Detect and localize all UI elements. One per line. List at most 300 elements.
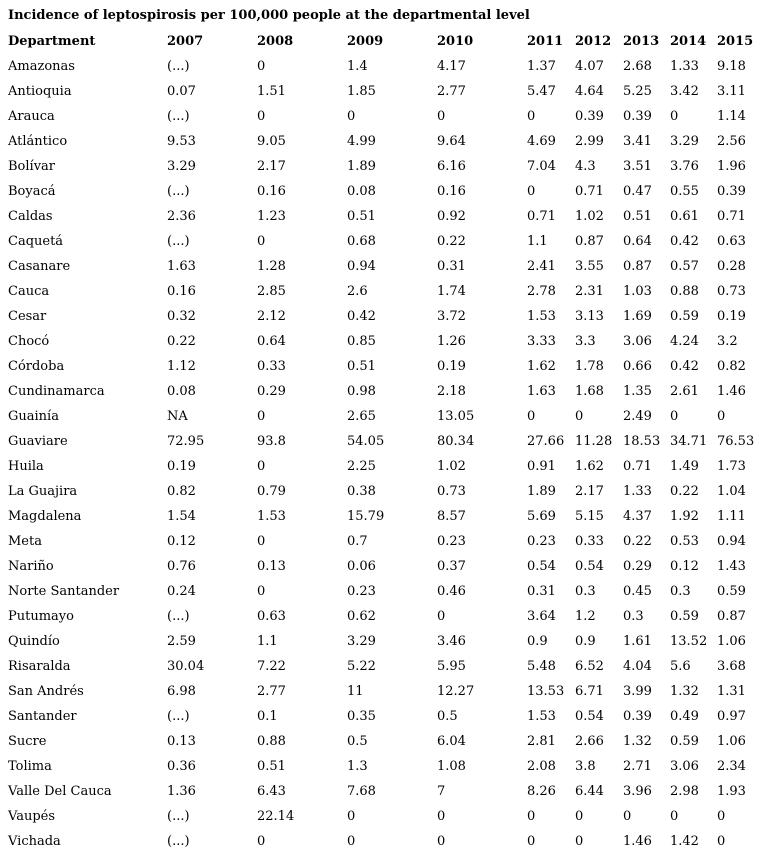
incidence-value-cell: 0.23 — [527, 534, 556, 549]
table-row — [0, 579, 767, 604]
incidence-value-cell: 2.66 — [575, 734, 604, 749]
incidence-value-cell: 0.42 — [670, 234, 699, 249]
incidence-value-cell: 0.51 — [257, 759, 286, 774]
incidence-value-cell: 5.25 — [623, 84, 652, 99]
incidence-value-cell: 4.69 — [527, 134, 556, 149]
table-row — [0, 229, 767, 254]
header-row — [0, 29, 767, 54]
incidence-value-cell: 1.33 — [670, 59, 699, 74]
incidence-value-cell: 0 — [257, 234, 266, 249]
incidence-value-cell: 9.64 — [437, 134, 466, 149]
table-row — [0, 829, 767, 854]
incidence-value-cell: 2.18 — [437, 384, 466, 399]
incidence-value-cell: 2.36 — [167, 209, 196, 224]
incidence-value-cell: 3.33 — [527, 334, 556, 349]
table-row — [0, 779, 767, 804]
incidence-value-cell: 0.36 — [167, 759, 196, 774]
incidence-value-cell: 0.1 — [257, 709, 278, 724]
table-row — [0, 104, 767, 129]
table-row — [0, 679, 767, 704]
table-row — [0, 604, 767, 629]
incidence-value-cell: 76.53 — [717, 434, 755, 449]
incidence-value-cell: 3.29 — [670, 134, 699, 149]
column-header-year: 2015 — [717, 34, 754, 49]
incidence-value-cell: 0 — [717, 834, 726, 849]
department-cell: Bolívar — [8, 159, 56, 174]
incidence-value-cell: 0.23 — [347, 584, 376, 599]
incidence-value-cell: 1.08 — [437, 759, 466, 774]
incidence-value-cell: 3.8 — [575, 759, 596, 774]
incidence-value-cell: 0.38 — [347, 484, 376, 499]
incidence-value-cell: 3.06 — [623, 334, 652, 349]
incidence-value-cell: 0.53 — [670, 534, 699, 549]
incidence-value-cell: 0.82 — [167, 484, 196, 499]
incidence-value-cell: 0 — [717, 809, 726, 824]
incidence-value-cell: 0 — [257, 409, 266, 424]
incidence-value-cell: 1.92 — [670, 509, 699, 524]
incidence-value-cell: 4.3 — [575, 159, 596, 174]
incidence-value-cell: 2.31 — [575, 284, 604, 299]
table-row — [0, 529, 767, 554]
incidence-value-cell: 0 — [670, 809, 679, 824]
incidence-value-cell: 1.23 — [257, 209, 286, 224]
incidence-value-cell: 5.48 — [527, 659, 556, 674]
incidence-value-cell: 0.08 — [167, 384, 196, 399]
department-cell: San Andrés — [8, 684, 84, 699]
table-row — [0, 354, 767, 379]
incidence-value-cell: 3.46 — [437, 634, 466, 649]
incidence-value-cell: 6.44 — [575, 784, 604, 799]
incidence-value-cell: 0 — [670, 109, 679, 124]
incidence-value-cell: 0.71 — [717, 209, 746, 224]
incidence-value-cell: 0 — [527, 834, 536, 849]
incidence-value-cell: 0.54 — [575, 709, 604, 724]
incidence-value-cell: 0.73 — [437, 484, 466, 499]
department-cell: Antioquia — [8, 84, 72, 99]
table-row — [0, 179, 767, 204]
department-cell: Valle Del Cauca — [8, 784, 112, 799]
incidence-value-cell: 0.06 — [347, 559, 376, 574]
incidence-value-cell: 1.32 — [623, 734, 652, 749]
incidence-value-cell: 1.69 — [623, 309, 652, 324]
incidence-value-cell: 1.53 — [527, 709, 556, 724]
incidence-value-cell: 13.52 — [670, 634, 708, 649]
incidence-value-cell: 1.62 — [575, 459, 604, 474]
incidence-value-cell: 0.59 — [670, 309, 699, 324]
table-row — [0, 704, 767, 729]
incidence-value-cell: 3.41 — [623, 134, 652, 149]
department-cell: Cundinamarca — [8, 384, 105, 399]
incidence-value-cell: 0.39 — [623, 709, 652, 724]
incidence-value-cell: 0.71 — [527, 209, 556, 224]
incidence-value-cell: 1.12 — [167, 359, 196, 374]
incidence-value-cell: 72.95 — [167, 434, 205, 449]
incidence-value-cell: 0.87 — [575, 234, 604, 249]
incidence-value-cell: 0.54 — [527, 559, 556, 574]
incidence-value-cell: 0.39 — [717, 184, 746, 199]
incidence-value-cell: 0.85 — [347, 334, 376, 349]
incidence-value-cell: 7.22 — [257, 659, 286, 674]
incidence-value-cell: 0 — [257, 59, 266, 74]
column-header-year: 2011 — [527, 34, 564, 49]
incidence-value-cell: 0.22 — [437, 234, 466, 249]
incidence-value-cell: 1.37 — [527, 59, 556, 74]
incidence-value-cell: 0.79 — [257, 484, 286, 499]
incidence-value-cell: 4.24 — [670, 334, 699, 349]
incidence-value-cell: 0 — [575, 409, 584, 424]
incidence-value-cell: 0.08 — [347, 184, 376, 199]
table-row — [0, 254, 767, 279]
incidence-value-cell: 4.64 — [575, 84, 604, 99]
department-cell: Risaralda — [8, 659, 71, 674]
incidence-value-cell: 0.59 — [670, 609, 699, 624]
incidence-value-cell: 0.13 — [257, 559, 286, 574]
department-cell: Quindío — [8, 634, 60, 649]
incidence-value-cell: 0.31 — [527, 584, 556, 599]
incidence-value-cell: 0.3 — [575, 584, 596, 599]
incidence-value-cell: 1.85 — [347, 84, 376, 99]
table-row — [0, 129, 767, 154]
incidence-value-cell: 3.99 — [623, 684, 652, 699]
incidence-value-cell: 1.89 — [347, 159, 376, 174]
incidence-value-cell: 13.53 — [527, 684, 565, 699]
incidence-value-cell: 6.52 — [575, 659, 604, 674]
department-cell: Santander — [8, 709, 77, 724]
incidence-value-cell: 0.88 — [257, 734, 286, 749]
incidence-value-cell: 0.37 — [437, 559, 466, 574]
incidence-value-cell: 0.07 — [167, 84, 196, 99]
incidence-value-cell: 0.19 — [717, 309, 746, 324]
incidence-value-cell: 0.94 — [717, 534, 746, 549]
column-header-year: 2014 — [670, 34, 707, 49]
table-row — [0, 729, 767, 754]
incidence-value-cell: 8.57 — [437, 509, 466, 524]
incidence-value-cell: 0.64 — [623, 234, 652, 249]
incidence-value-cell: 0.16 — [167, 284, 196, 299]
incidence-value-cell: 1.63 — [527, 384, 556, 399]
incidence-value-cell: NA — [167, 409, 188, 424]
incidence-value-cell: 0.9 — [575, 634, 596, 649]
incidence-value-cell: 5.22 — [347, 659, 376, 674]
incidence-value-cell: 0.5 — [347, 734, 368, 749]
incidence-value-cell: 0 — [347, 834, 356, 849]
incidence-value-cell: 0 — [347, 809, 356, 824]
incidence-value-cell: 0.88 — [670, 284, 699, 299]
incidence-value-cell: 1.02 — [437, 459, 466, 474]
incidence-value-cell: 0.71 — [623, 459, 652, 474]
incidence-value-cell: 0.39 — [623, 109, 652, 124]
incidence-value-cell: 6.98 — [167, 684, 196, 699]
incidence-value-cell: 6.71 — [575, 684, 604, 699]
incidence-value-cell: 0.16 — [257, 184, 286, 199]
incidence-value-cell: 0.3 — [670, 584, 691, 599]
incidence-value-cell: 4.17 — [437, 59, 466, 74]
incidence-value-cell: 0.47 — [623, 184, 652, 199]
incidence-value-cell: 0.49 — [670, 709, 699, 724]
column-header-year: 2012 — [575, 34, 612, 49]
column-header-year: 2010 — [437, 34, 474, 49]
incidence-value-cell: 0.51 — [623, 209, 652, 224]
incidence-value-cell: 3.13 — [575, 309, 604, 324]
incidence-value-cell: 80.34 — [437, 434, 475, 449]
incidence-value-cell: 0.7 — [347, 534, 368, 549]
column-header-year: 2009 — [347, 34, 384, 49]
incidence-value-cell: 2.99 — [575, 134, 604, 149]
incidence-value-cell: 0.31 — [437, 259, 466, 274]
incidence-value-cell: 0.63 — [717, 234, 746, 249]
incidence-value-cell: 0.12 — [167, 534, 196, 549]
incidence-value-cell: 3.72 — [437, 309, 466, 324]
incidence-value-cell: 0 — [257, 834, 266, 849]
department-cell: Guaviare — [8, 434, 68, 449]
incidence-value-cell: (...) — [167, 184, 190, 199]
incidence-value-cell: 0.51 — [347, 209, 376, 224]
incidence-value-cell: 0.97 — [717, 709, 746, 724]
incidence-value-cell: 7.04 — [527, 159, 556, 174]
incidence-value-cell: 9.05 — [257, 134, 286, 149]
incidence-value-cell: 2.65 — [347, 409, 376, 424]
incidence-value-cell: 1.03 — [623, 284, 652, 299]
incidence-value-cell: 1.1 — [527, 234, 548, 249]
incidence-value-cell: 3.29 — [347, 634, 376, 649]
incidence-value-cell: 6.16 — [437, 159, 466, 174]
table-row — [0, 654, 767, 679]
incidence-value-cell: 0.55 — [670, 184, 699, 199]
table-row — [0, 804, 767, 829]
table-row — [0, 754, 767, 779]
incidence-value-cell: 1.42 — [670, 834, 699, 849]
incidence-value-cell: 2.08 — [527, 759, 556, 774]
incidence-value-cell: 0.64 — [257, 334, 286, 349]
incidence-value-cell: 2.61 — [670, 384, 699, 399]
incidence-value-cell: 7 — [437, 784, 446, 799]
department-cell: Putumayo — [8, 609, 74, 624]
incidence-value-cell: 0.51 — [347, 359, 376, 374]
incidence-value-cell: (...) — [167, 809, 190, 824]
incidence-table — [0, 29, 767, 854]
incidence-value-cell: 0.98 — [347, 384, 376, 399]
incidence-value-cell: 5.69 — [527, 509, 556, 524]
incidence-value-cell: 0.39 — [575, 109, 604, 124]
incidence-value-cell: 0.5 — [437, 709, 458, 724]
department-cell: Vaupés — [8, 809, 56, 824]
incidence-value-cell: 1.06 — [717, 734, 746, 749]
incidence-value-cell: 6.04 — [437, 734, 466, 749]
incidence-value-cell: 0.16 — [437, 184, 466, 199]
column-header-department: Department — [8, 34, 96, 49]
incidence-value-cell: 2.68 — [623, 59, 652, 74]
incidence-value-cell: 0.28 — [717, 259, 746, 274]
incidence-value-cell: 7.68 — [347, 784, 376, 799]
column-header-year: 2007 — [167, 34, 204, 49]
incidence-value-cell: 0.59 — [670, 734, 699, 749]
incidence-value-cell: 3.3 — [575, 334, 596, 349]
incidence-value-cell: 22.14 — [257, 809, 295, 824]
department-cell: Córdoba — [8, 359, 65, 374]
incidence-value-cell: 1.14 — [717, 109, 746, 124]
department-cell: Atlántico — [8, 134, 68, 149]
table-row — [0, 504, 767, 529]
incidence-value-cell: 0.24 — [167, 584, 196, 599]
incidence-value-cell: 0.35 — [347, 709, 376, 724]
incidence-value-cell: 12.27 — [437, 684, 475, 699]
table-title: Incidence of leptospirosis per 100,000 people at the departmental level — [8, 8, 530, 23]
incidence-value-cell: (...) — [167, 109, 190, 124]
incidence-value-cell: 3.76 — [670, 159, 699, 174]
incidence-value-cell: 2.77 — [437, 84, 466, 99]
incidence-value-cell: 1.68 — [575, 384, 604, 399]
incidence-value-cell: 0.22 — [670, 484, 699, 499]
incidence-value-cell: 0 — [437, 834, 446, 849]
table-header — [0, 29, 767, 54]
incidence-value-cell: 1.61 — [623, 634, 652, 649]
incidence-value-cell: 0.23 — [437, 534, 466, 549]
incidence-value-cell: 0 — [257, 459, 266, 474]
department-cell: Cesar — [8, 309, 47, 324]
incidence-value-cell: 0.12 — [670, 559, 699, 574]
incidence-value-cell: 2.49 — [623, 409, 652, 424]
department-cell: Tolima — [8, 759, 52, 774]
incidence-value-cell: 0.19 — [167, 459, 196, 474]
incidence-value-cell: 1.74 — [437, 284, 466, 299]
table-row — [0, 554, 767, 579]
incidence-value-cell: 0.82 — [717, 359, 746, 374]
incidence-value-cell: 2.17 — [257, 159, 286, 174]
incidence-value-cell: 0.71 — [575, 184, 604, 199]
incidence-value-cell: 0.91 — [527, 459, 556, 474]
incidence-value-cell: 5.15 — [575, 509, 604, 524]
incidence-value-cell: 4.04 — [623, 659, 652, 674]
incidence-value-cell: 2.25 — [347, 459, 376, 474]
incidence-value-cell: 2.56 — [717, 134, 746, 149]
incidence-value-cell: 1.3 — [347, 759, 368, 774]
incidence-value-cell: 30.04 — [167, 659, 205, 674]
incidence-value-cell: 2.41 — [527, 259, 556, 274]
incidence-value-cell: 2.59 — [167, 634, 196, 649]
incidence-value-cell: 1.49 — [670, 459, 699, 474]
incidence-value-cell: 0 — [437, 609, 446, 624]
incidence-value-cell: 0 — [257, 534, 266, 549]
incidence-value-cell: 0 — [575, 834, 584, 849]
incidence-value-cell: 1.4 — [347, 59, 368, 74]
incidence-value-cell: 0.66 — [623, 359, 652, 374]
incidence-value-cell: 0.3 — [623, 609, 644, 624]
incidence-value-cell: 11.28 — [575, 434, 613, 449]
table-row — [0, 379, 767, 404]
department-cell: Amazonas — [8, 59, 75, 74]
incidence-value-cell: 0.45 — [623, 584, 652, 599]
incidence-value-cell: 1.53 — [257, 509, 286, 524]
incidence-value-cell: 0 — [257, 584, 266, 599]
incidence-value-cell: 0.29 — [623, 559, 652, 574]
incidence-value-cell: 6.43 — [257, 784, 286, 799]
incidence-value-cell: 0.22 — [167, 334, 196, 349]
incidence-value-cell: 1.32 — [670, 684, 699, 699]
incidence-value-cell: 0.54 — [575, 559, 604, 574]
incidence-value-cell: (...) — [167, 59, 190, 74]
incidence-value-cell: 1.46 — [623, 834, 652, 849]
incidence-value-cell: 1.04 — [717, 484, 746, 499]
department-cell: Vichada — [8, 834, 61, 849]
incidence-value-cell: 3.29 — [167, 159, 196, 174]
incidence-value-cell: 0.63 — [257, 609, 286, 624]
incidence-value-cell: 0 — [527, 184, 536, 199]
incidence-value-cell: 4.37 — [623, 509, 652, 524]
table-body — [0, 54, 767, 854]
incidence-value-cell: 0 — [437, 809, 446, 824]
incidence-value-cell: 3.68 — [717, 659, 746, 674]
incidence-value-cell: 0.87 — [623, 259, 652, 274]
incidence-value-cell: 4.99 — [347, 134, 376, 149]
incidence-value-cell: 0 — [527, 109, 536, 124]
incidence-value-cell: (...) — [167, 834, 190, 849]
incidence-value-cell: 1.36 — [167, 784, 196, 799]
incidence-value-cell: 0 — [257, 109, 266, 124]
incidence-value-cell: 0.29 — [257, 384, 286, 399]
department-cell: Sucre — [8, 734, 47, 749]
incidence-value-cell: (...) — [167, 709, 190, 724]
incidence-value-cell: 27.66 — [527, 434, 565, 449]
table-row — [0, 204, 767, 229]
table-row — [0, 629, 767, 654]
incidence-value-cell: 1.02 — [575, 209, 604, 224]
incidence-value-cell: 0.62 — [347, 609, 376, 624]
incidence-value-cell: 1.11 — [717, 509, 746, 524]
incidence-value-cell: 1.51 — [257, 84, 286, 99]
incidence-value-cell: 0.22 — [623, 534, 652, 549]
incidence-value-cell: 2.98 — [670, 784, 699, 799]
incidence-value-cell: 5.6 — [670, 659, 691, 674]
incidence-value-cell: 1.2 — [575, 609, 596, 624]
table-row — [0, 279, 767, 304]
incidence-value-cell: 1.46 — [717, 384, 746, 399]
table-row — [0, 304, 767, 329]
department-cell: Caldas — [8, 209, 53, 224]
department-cell: Casanare — [8, 259, 71, 274]
incidence-value-cell: 0 — [437, 109, 446, 124]
incidence-value-cell: 0.61 — [670, 209, 699, 224]
incidence-value-cell: 0.76 — [167, 559, 196, 574]
incidence-value-cell: 0.42 — [347, 309, 376, 324]
incidence-value-cell: 1.96 — [717, 159, 746, 174]
incidence-value-cell: 3.06 — [670, 759, 699, 774]
column-header-year: 2008 — [257, 34, 294, 49]
incidence-value-cell: (...) — [167, 609, 190, 624]
incidence-value-cell: 1.06 — [717, 634, 746, 649]
table-row — [0, 329, 767, 354]
department-cell: Guainía — [8, 409, 59, 424]
incidence-value-cell: 1.63 — [167, 259, 196, 274]
incidence-value-cell: 0.33 — [575, 534, 604, 549]
incidence-value-cell: 0.42 — [670, 359, 699, 374]
incidence-value-cell: 0.68 — [347, 234, 376, 249]
department-cell: La Guajira — [8, 484, 78, 499]
incidence-value-cell: 2.17 — [575, 484, 604, 499]
incidence-value-cell: 4.07 — [575, 59, 604, 74]
incidence-value-cell: 0.94 — [347, 259, 376, 274]
incidence-value-cell: 9.53 — [167, 134, 196, 149]
department-cell: Nariño — [8, 559, 54, 574]
incidence-value-cell: 3.11 — [717, 84, 746, 99]
incidence-value-cell: 2.81 — [527, 734, 556, 749]
incidence-value-cell: 3.51 — [623, 159, 652, 174]
department-cell: Boyacá — [8, 184, 56, 199]
incidence-value-cell: 0 — [717, 409, 726, 424]
table-row — [0, 54, 767, 79]
incidence-value-cell: 2.78 — [527, 284, 556, 299]
incidence-value-cell: 11 — [347, 684, 364, 699]
incidence-value-cell: 93.8 — [257, 434, 286, 449]
